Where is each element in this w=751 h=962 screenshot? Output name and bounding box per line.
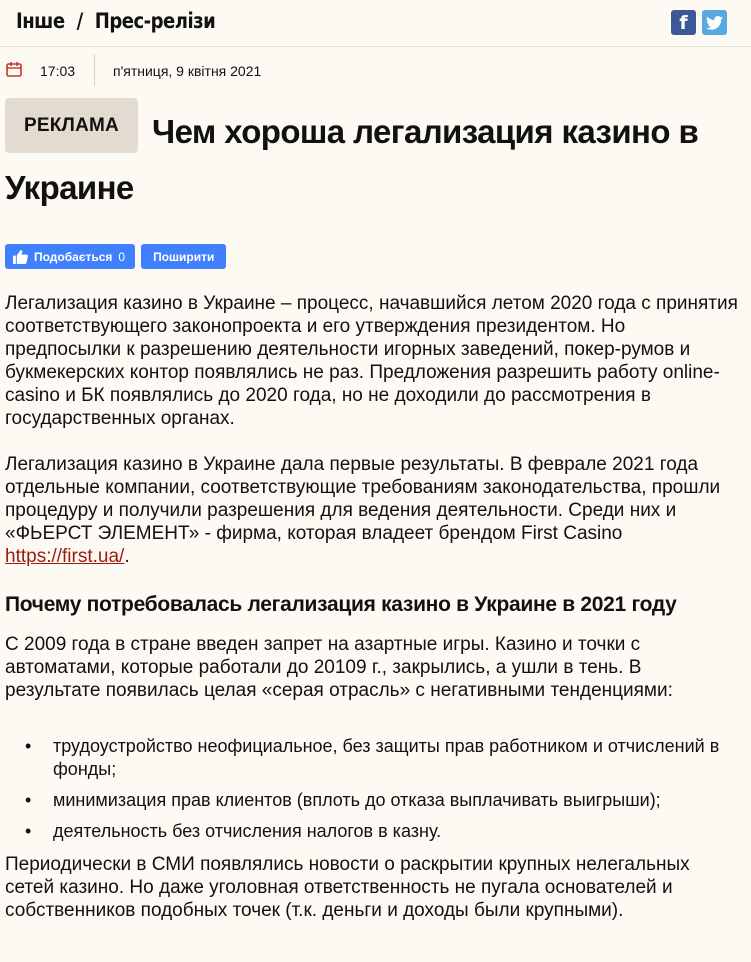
facebook-icon[interactable]: f	[671, 10, 696, 35]
twitter-icon[interactable]	[702, 10, 727, 35]
paragraph-2	[5, 453, 741, 568]
paragraph-1: Легализация казино в Украине – процесс, начавшийся летом 2020 года с принятия соответствующего законопроекта и его утверждения президентом. Но предпосылки к разрешению деятельности игорных заведений, покер-румов и букмекерских контор появлялись не раз. Предложения разрешить работу online-casino и БК появлялись до 2020 года, но не доходили до рассмотрения в государственных органах.	[5, 293, 738, 429]
tendencies-list	[5, 702, 741, 843]
article-body	[5, 292, 741, 945]
list-item: • трудоустройство неофициальное, без защиты прав работником и отчислений в фонды;	[49, 735, 741, 781]
list-item: • деятельность без отчисления налогов в казну.	[49, 820, 741, 843]
thumbs-up-icon	[13, 250, 28, 264]
calendar-icon	[6, 61, 22, 77]
section-heading: Почему потребовалась легализация казино в Украине в 2021 году	[5, 593, 677, 616]
publish-time: 17:03	[40, 63, 76, 79]
breadcrumb-section[interactable]: Інше	[16, 9, 65, 33]
list-item: • минимизация прав клиентов (вплоть до отказа выплачивать выигрыши);	[49, 789, 741, 812]
facebook-widgets	[5, 244, 226, 269]
like-count: 0	[118, 249, 126, 264]
first-casino-link[interactable]: https://first.ua/	[5, 546, 125, 567]
paragraph-2-text: Легализация казино в Украине дала первые результаты. В феврале 2021 года отдельные компании, соответствующие требованиям законодательства, прошли процедуру и получили разрешения для ведения деятельности. Среди них и «ФЬЕРСТ ЭЛЕМЕНТ» - фирма, которая владеет брендом First Casino	[5, 454, 721, 544]
article-title: Чем хороша легализация казино в Украине	[5, 113, 699, 206]
like-label: Подобається	[34, 249, 113, 264]
paragraph-2-end: .	[124, 546, 130, 567]
meta-divider	[94, 54, 95, 86]
share-button[interactable]: Поширити	[141, 244, 226, 269]
paragraph-3: С 2009 года в стране введен запрет на азартные игры. Казино и точки с автоматами, которые работали до 20109 г., закрылись, а ушли в тень. В результате появилась целая «серая отрасль» с негативными тенденциями:	[5, 634, 673, 701]
advertising-badge: РЕКЛАМА	[5, 98, 138, 153]
social-links	[671, 10, 727, 35]
breadcrumb-separator: /	[76, 9, 83, 33]
paragraph-4: Периодически в СМИ появлялись новости о раскрытии крупных нелегальных сетей казино. Но даже уголовная ответственность не пугала основателей и собственников подобных точек (т.к. деньги и доходы были крупными).	[5, 854, 690, 921]
twitter-bird-icon	[706, 16, 723, 30]
breadcrumb	[16, 9, 215, 33]
like-button[interactable]	[5, 244, 135, 269]
publish-date: п'ятниця, 9 квітня 2021	[113, 63, 262, 79]
article-meta	[0, 50, 751, 92]
breadcrumb-subsection[interactable]: Прес-релізи	[94, 9, 216, 33]
top-bar	[0, 0, 751, 47]
